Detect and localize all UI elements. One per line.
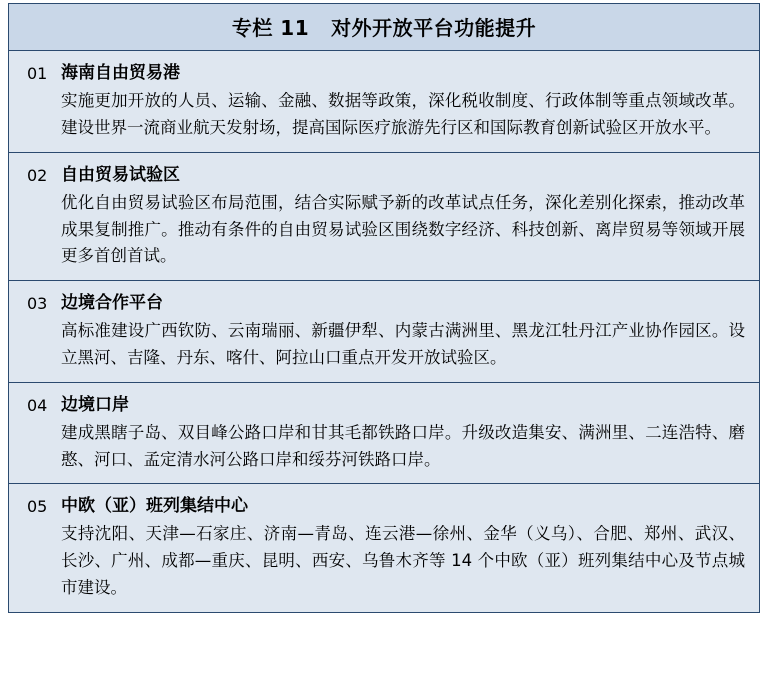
- table-row: [9, 153, 759, 281]
- table-row: [9, 51, 759, 153]
- box-header: [9, 4, 759, 51]
- row-body: [61, 383, 759, 484]
- row-number: 02: [27, 165, 48, 185]
- item-text: 实施更加开放的人员、运输、金融、数据等政策，深化税收制度、行政体制等重点领域改革。建设世界一流商业航天发射场，提高国际医疗旅游先行区和国际教育创新试验区开放水平。: [61, 91, 745, 137]
- row-number: 01: [27, 64, 48, 83]
- row-body: [61, 51, 759, 152]
- item-title: 边境口岸: [61, 394, 129, 415]
- table-row: [9, 383, 759, 485]
- row-number: 03: [27, 293, 48, 313]
- table-row: [9, 281, 759, 383]
- row-body: [61, 484, 759, 611]
- row-number: 04: [27, 395, 48, 415]
- item-text: 建成黑瞎子岛、双目峰公路口岸和甘其毛都铁路口岸。升级改造集安、满洲里、二连浩特、磨憨、河口、孟定清水河公路口岸和绥芬河铁路口岸。: [61, 422, 745, 469]
- item-text: 支持沈阳、天津—石家庄、济南—青岛、连云港—徐州、金华（义乌）、合肥、郑州、武汉、长沙、广州、成都—重庆、昆明、西安、乌鲁木齐等 14 个中欧（亚）班列集结中心及节点城市建设。: [61, 524, 745, 597]
- item-title: 边境合作平台: [61, 292, 163, 313]
- item-text: 优化自由贸易试验区布局范围，结合实际赋予新的改革试点任务，深化差别化探索，推动改革成果复制推广。推动有条件的自由贸易试验区围绕数字经济、科技创新、离岸贸易等领域开展更多首创首试。: [61, 192, 745, 266]
- item-text: 高标准建设广西钦防、云南瑞丽、新疆伊犁、内蒙古满洲里、黑龙江牡丹江产业协作园区。设立黑河、吉隆、丹东、喀什、阿拉山口重点开发开放试验区。: [61, 321, 745, 367]
- row-number: 05: [27, 497, 48, 517]
- table-row: [9, 484, 759, 611]
- feature-box-table: [8, 3, 760, 613]
- box-label: 专栏 11: [231, 16, 310, 40]
- row-body: [61, 281, 759, 382]
- item-title: 自由贸易试验区: [61, 164, 180, 185]
- row-body: [61, 153, 759, 280]
- item-title: 海南自由贸易港: [61, 63, 180, 83]
- box-title: 对外开放平台功能提升: [331, 16, 537, 40]
- item-title: 中欧（亚）班列集结中心: [61, 496, 248, 517]
